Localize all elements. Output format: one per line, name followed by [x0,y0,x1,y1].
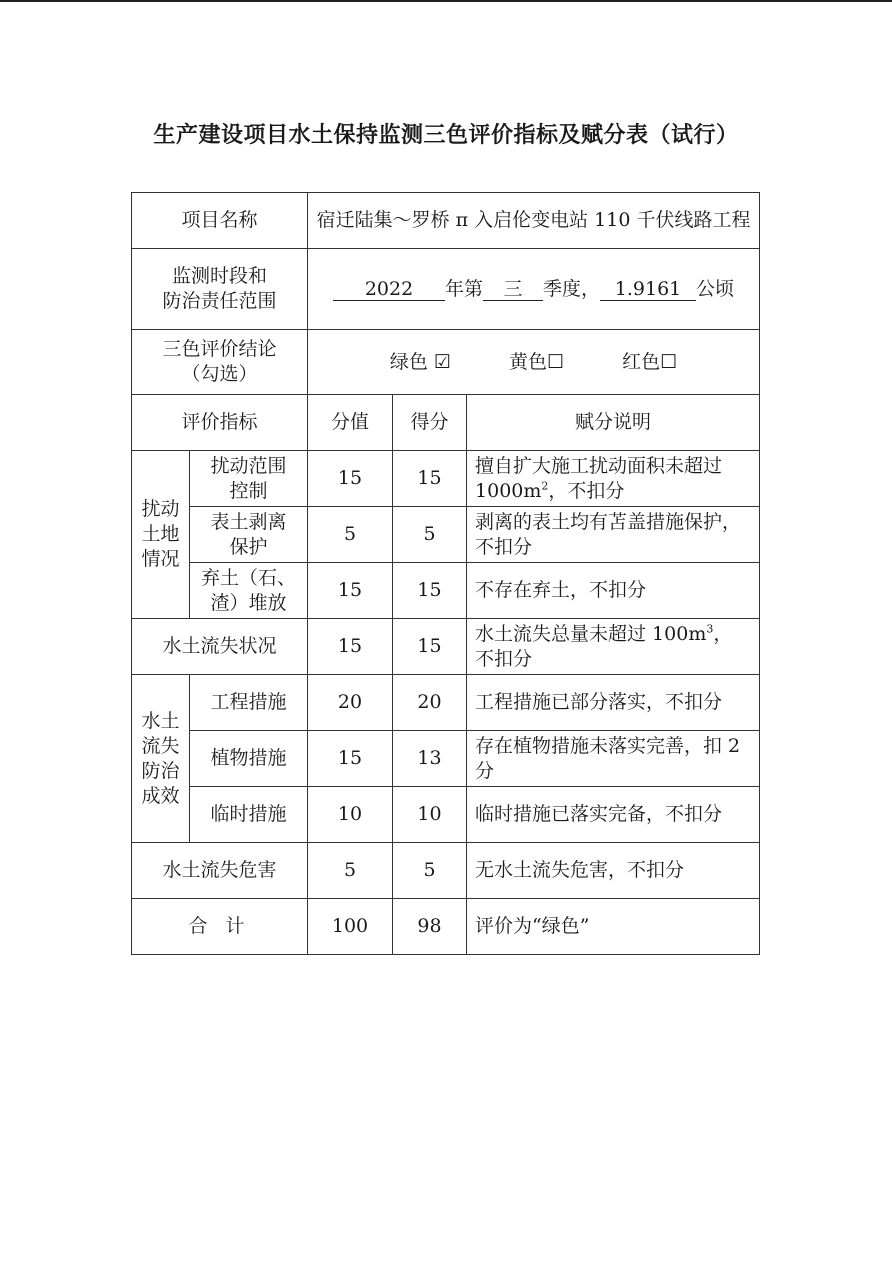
row-got: 15 [393,619,467,675]
table-row [132,843,760,899]
period-year: 2022 [333,278,445,301]
period-quarter: 三 [483,278,543,301]
group1-label [132,451,190,619]
row-note: 剥离的表土均有苫盖措施保护，不扣分 [467,507,760,563]
period-row [132,249,760,330]
row-got: 15 [393,451,467,507]
table-row [132,507,760,563]
row-name: 临时措施 [190,787,308,843]
table-row [132,451,760,507]
row-note: 无水土流失危害，不扣分 [467,843,760,899]
row-score: 15 [308,731,393,787]
conclusion-label-line2: （勾选） [181,363,258,385]
option-yellow-label: 黄色 [509,350,548,373]
group1-label-line: 情况 [141,548,180,570]
option-red-checkbox[interactable]: ☐ [660,350,678,373]
period-text-quarter: 季度， [543,277,601,300]
period-value [308,249,760,330]
project-row [132,193,760,249]
table-row [132,731,760,787]
header-score: 分值 [308,395,393,451]
row-note-text: 水土流失总量未超过 100m [475,622,707,645]
group2-label-line: 防治 [141,759,180,782]
row-name-line: 扰动范围 [210,454,287,477]
row-name [190,451,308,507]
row-score: 5 [308,507,393,563]
row-note: 工程措施已部分落实，不扣分 [467,675,760,731]
header-got: 得分 [393,395,467,451]
row-score: 15 [308,619,393,675]
total-row [132,899,760,955]
header-note: 赋分说明 [467,395,760,451]
group2-label-line: 水土 [141,709,180,732]
total-got: 98 [393,899,467,955]
project-value: 宿迁陆集～罗桥 π 入启伦变电站 110 千伏线路工程 [308,193,760,249]
total-label: 合 计 [132,899,308,955]
option-yellow-checkbox[interactable]: ☐ [547,350,565,373]
row-name-line: 表土剥离 [210,510,287,533]
table-row [132,787,760,843]
option-yellow[interactable] [509,350,564,375]
row-got: 10 [393,787,467,843]
group2-label-line: 成效 [141,784,180,807]
row-got: 5 [393,843,467,899]
row-name-line: 控制 [229,479,268,502]
row-note-tail: 1000m [475,479,542,502]
period-unit: 公顷 [696,277,735,300]
row-note [467,451,760,507]
option-red-label: 红色 [622,350,661,373]
row-score: 15 [308,451,393,507]
row-note-end: ，不扣分 [475,622,733,670]
table-row [132,619,760,675]
row-got: 13 [393,731,467,787]
evaluation-table [131,192,760,955]
period-area: 1.9161 [600,278,696,301]
conclusion-options [308,330,760,395]
row-score: 5 [308,843,393,899]
conclusion-row [132,330,760,395]
group1-label-line: 土地 [141,523,180,545]
option-green-checkbox[interactable]: ☑ [433,350,451,373]
row-name: 水土流失状况 [132,619,308,675]
total-note: 评价为“绿色” [467,899,760,955]
header-row [132,395,760,451]
table-row [132,563,760,619]
table-row [132,675,760,731]
group1-label-line: 扰动 [141,498,180,520]
row-score: 20 [308,675,393,731]
header-indicator: 评价指标 [132,395,308,451]
row-name-line: 保护 [229,535,268,558]
row-name-line: 渣）堆放 [210,591,287,614]
project-label: 项目名称 [132,193,308,249]
row-score: 15 [308,563,393,619]
row-score: 10 [308,787,393,843]
row-note-text: 擅自扩大施工扰动面积未超过 [475,454,723,477]
row-note: 临时措施已落实完备，不扣分 [467,787,760,843]
row-note-sup: 3 [706,622,714,636]
row-name [190,507,308,563]
row-got: 15 [393,563,467,619]
row-name [190,563,308,619]
conclusion-label-line1: 三色评价结论 [162,338,277,360]
period-label-line2: 防治责任范围 [162,290,277,312]
row-got: 20 [393,675,467,731]
top-border-line [0,0,892,2]
row-note: 存在植物措施未落实完善，扣 2 分 [467,731,760,787]
page-title: 生产建设项目水土保持监测三色评价指标及赋分表（试行） [153,123,739,148]
total-score: 100 [308,899,393,955]
row-note: 不存在弃土，不扣分 [467,563,760,619]
row-name: 植物措施 [190,731,308,787]
conclusion-label [132,330,308,395]
option-red[interactable] [622,350,677,375]
row-note-sup: 2 [541,479,549,493]
group2-label [132,675,190,843]
period-label-line1: 监测时段和 [172,265,268,287]
option-green[interactable] [390,350,451,375]
row-name: 工程措施 [190,675,308,731]
option-green-label: 绿色 [389,350,428,373]
row-name: 水土流失危害 [132,843,308,899]
row-note [467,619,760,675]
row-got: 5 [393,507,467,563]
group2-label-line: 流失 [141,734,180,757]
row-note-end: ，不扣分 [548,479,625,502]
period-text-year: 年第 [445,277,484,300]
period-label [132,249,308,330]
row-name-line: 弃土（石、 [201,566,297,589]
